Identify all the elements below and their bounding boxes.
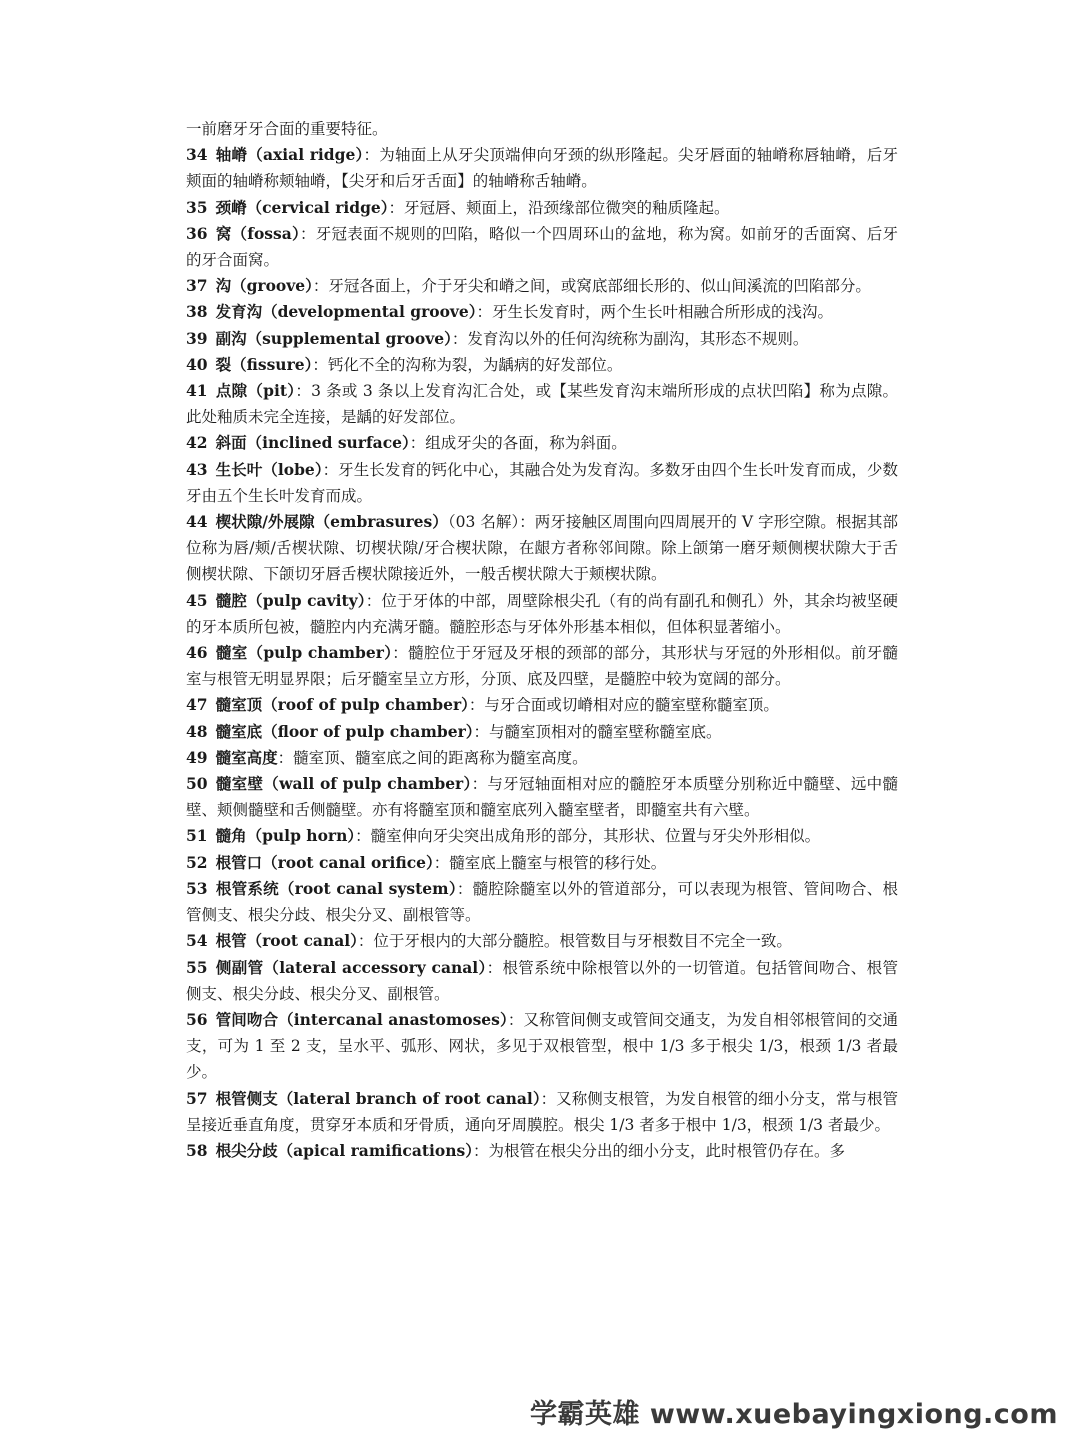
- entry-definition: ：位于牙根内的大部分髓腔。根管数目与牙根数目不完全一致。: [357, 932, 792, 951]
- entry-definition: ：发育沟以外的任何沟统称为副沟，其形态不规则。: [451, 329, 809, 348]
- glossary-entry: [186, 771, 898, 823]
- entry-number: 45: [186, 590, 208, 610]
- entry-definition: ：根管系统中除根管以外的一切管道。包括管间吻合、根管侧支、根尖分歧、根尖分叉、副根管。: [186, 958, 898, 1003]
- entry-definition: ：3 条或 3 条以上发育沟汇合处，或【某些发育沟末端所形成的点状凹陷】称为点隙。此处釉质未完全连接，是龋的好发部位。: [186, 382, 898, 427]
- entry-number: 53: [186, 878, 208, 898]
- entry-term: 髓室（pulp chamber）: [215, 643, 393, 663]
- glossary-entry: [186, 195, 898, 221]
- entry-term: 根尖分歧（apical ramifications）: [215, 1140, 473, 1160]
- entry-term: 髓室高度: [215, 747, 278, 767]
- entry-definition: ：与髓室顶相对的髓室壁称髓室底。: [473, 722, 722, 741]
- entry-definition: ：髓室顶、髓室底之间的距离称为髓室高度。: [277, 748, 588, 767]
- entry-number: 44: [186, 512, 208, 532]
- glossary-entry: [186, 221, 898, 273]
- entry-number: 52: [186, 852, 208, 872]
- entry-definition: ：组成牙尖的各面，称为斜面。: [409, 434, 627, 453]
- glossary-entry: [186, 1007, 898, 1086]
- entry-term: 发育沟（developmental groove）: [215, 302, 477, 322]
- entry-number: 49: [186, 747, 208, 767]
- entry-number: 43: [186, 459, 208, 479]
- entry-definition: ：与牙冠轴面相对应的髓腔牙本质壁分别称近中髓壁、远中髓壁、颊侧髓壁和舌侧髓壁。亦有将髓室顶和髓室底列入髓室壁者，即髓室共有六壁。: [186, 775, 898, 820]
- entry-number: 46: [186, 643, 208, 663]
- entry-definition: ：髓腔除髓室以外的管道部分，可以表现为根管、管间吻合、根管侧支、根尖分歧、根尖分叉、副根管等。: [186, 879, 898, 925]
- entry-number: 47: [186, 695, 208, 715]
- glossary-entry: [186, 719, 898, 745]
- glossary-entry: [186, 823, 898, 849]
- entry-term: 沟（groove）: [215, 276, 313, 296]
- glossary-entry: [186, 1086, 898, 1138]
- entry-term: 髓室底（floor of pulp chamber）: [215, 721, 474, 741]
- entry-term: 髓室壁（wall of pulp chamber）: [215, 774, 472, 794]
- glossary-list: [186, 142, 898, 1164]
- entry-number: 57: [186, 1088, 208, 1108]
- intro-line: 一前磨牙牙合面的重要特征。: [186, 120, 388, 138]
- entry-term: 斜面（inclined surface）: [215, 433, 410, 453]
- glossary-entry: [186, 142, 898, 194]
- entry-number: 54: [186, 931, 208, 951]
- entry-term: 髓室顶（roof of pulp chamber）: [215, 695, 469, 715]
- entry-number: 58: [186, 1140, 208, 1160]
- glossary-entry: [186, 928, 898, 954]
- glossary-entry: [186, 378, 898, 430]
- entry-definition: ：牙冠表面不规则的凹陷，略似一个四周环山的盆地，称为窝。如前牙的舌面窝、后牙的牙合面窝。: [186, 224, 898, 270]
- entry-term: 副沟（supplemental groove）: [215, 328, 452, 348]
- entry-number: 56: [186, 1009, 208, 1029]
- entry-term: 点隙（pit）: [215, 381, 296, 401]
- glossary-entry: [186, 588, 898, 640]
- glossary-entry: [186, 430, 898, 456]
- entry-number: 37: [186, 276, 208, 296]
- entry-term: 髓角（pulp horn）: [215, 826, 356, 846]
- entry-definition: ：牙冠唇、颊面上，沿颈缘部位微突的釉质隆起。: [388, 198, 730, 217]
- entry-definition: ：钙化不全的沟称为裂，为龋病的好发部位。: [312, 355, 623, 374]
- entry-term: 根管系统（root canal system）: [215, 878, 457, 898]
- entry-term: 根管侧支（lateral branch of root canal）: [215, 1088, 541, 1108]
- entry-number: 55: [186, 957, 208, 977]
- entry-definition: ：髓室伸向牙尖突出成角形的部分，其形状、位置与牙尖外形相似。: [355, 827, 821, 846]
- entry-definition: ：为根管在根尖分出的细小分支，此时根管仍存在。多: [473, 1141, 846, 1160]
- entry-number: 36: [186, 223, 208, 243]
- entry-number: 51: [186, 826, 208, 846]
- entry-definition: ：又称管间侧支或管间交通支，为发自相邻根管间的交通支，可为 1 至 2 支，呈水平、弧形、网状，多见于双根管型，根中 1/3 多于根尖 1/3，根颈 1/3 者最少。: [186, 1010, 898, 1082]
- entry-number: 48: [186, 721, 208, 741]
- entry-definition: ：牙生长发育时，两个生长叶相融合所形成的浅沟。: [476, 303, 834, 322]
- glossary-entry: [186, 876, 898, 928]
- glossary-entry: [186, 850, 898, 876]
- entry-term: 生长叶（lobe）: [215, 459, 323, 479]
- glossary-entry: [186, 1138, 898, 1164]
- entry-number: 39: [186, 328, 208, 348]
- entry-term: 根管（root canal）: [215, 931, 358, 951]
- glossary-entry: [186, 273, 898, 299]
- entry-definition: ：为轴面上从牙尖顶端伸向牙颈的纵形隆起。尖牙唇面的轴嵴称唇轴嵴，后牙颊面的轴嵴称颊轴嵴，【尖牙和后牙舌面】的轴嵴称舌轴嵴。: [186, 146, 898, 191]
- entry-definition: ：牙生长发育的钙化中心，其融合处为发育沟。多数牙由四个生长叶发育而成，少数牙由五个生长叶发育而成。: [186, 460, 898, 505]
- entry-term: 窝（fossa）: [215, 223, 301, 243]
- glossary-entry: [186, 299, 898, 325]
- glossary-entry: [186, 640, 898, 692]
- glossary-entry: [186, 457, 898, 509]
- glossary-entry: [186, 352, 898, 378]
- entry-term: 髓腔（pulp cavity）: [215, 590, 366, 610]
- entry-number: 40: [186, 354, 208, 374]
- entry-term: 管间吻合（intercanal anastomoses）: [215, 1009, 508, 1029]
- entry-definition: ：又称侧支根管，为发自根管的细小分支，常与根管呈接近垂直角度，贯穿牙本质和牙骨质，通向牙周膜腔。根尖 1/3 者多于根中 1/3，根颈 1/3 者最少。: [186, 1089, 898, 1134]
- entry-number: 34: [186, 145, 208, 165]
- entry-number: 41: [186, 381, 208, 401]
- glossary-entry: [186, 955, 898, 1007]
- glossary-entry: [186, 509, 898, 588]
- entry-term: 侧副管（lateral accessory canal）: [215, 957, 487, 977]
- entry-definition: ：髓室底上髓室与根管的移行处。: [433, 853, 667, 872]
- glossary-entry: [186, 745, 898, 771]
- entry-term: 楔状隙/外展隙（embrasures）: [215, 512, 448, 532]
- glossary-entry: [186, 326, 898, 352]
- entry-number: 35: [186, 197, 208, 217]
- entry-term: 根管口（root canal orifice）: [215, 852, 434, 872]
- entry-definition: ：髓腔位于牙冠及牙根的颈部的部分，其形状与牙冠的外形相似。前牙髓室与根管无明显界限；后牙髓室呈立方形，分顶、底及四壁，是髓腔中较为宽阔的部分。: [186, 644, 898, 689]
- entry-definition: （03 名解）：两牙接触区周围向四周展开的 V 字形空隙。根据其部位称为唇/颊/舌楔状隙、切楔状隙/牙合楔状隙，在龈方者称邻间隙。除上颌第一磨牙颊侧楔状隙大于舌侧楔状隙、下颌切牙唇舌楔状隙接近外，一般舌楔状隙大于颊楔状隙。: [186, 513, 898, 584]
- entry-term: 裂（fissure）: [215, 354, 313, 374]
- glossary-entry: [186, 692, 898, 718]
- entry-number: 38: [186, 302, 208, 322]
- entry-definition: ：牙冠各面上，介于牙尖和嵴之间，或窝底部细长形的、似山间溪流的凹陷部分。: [312, 277, 871, 296]
- entry-term: 颈嵴（cervical ridge）: [215, 197, 389, 217]
- site-watermark: 学霸英雄 www.xuebayingxiong.com: [529, 1399, 1058, 1430]
- entry-term: 轴嵴（axial ridge）: [215, 145, 364, 165]
- entry-number: 50: [186, 774, 208, 794]
- entry-number: 42: [186, 433, 208, 453]
- document-page: [186, 116, 898, 1164]
- entry-definition: ：与牙合面或切嵴相对应的髓室壁称髓室顶。: [468, 696, 779, 715]
- entry-definition: ：位于牙体的中部，周壁除根尖孔（有的尚有副孔和侧孔）外，其余均被坚硬的牙本质所包被，髓腔内内充满牙髓。髓腔形态与牙体外形基本相似，但体积显著缩小。: [186, 591, 898, 636]
